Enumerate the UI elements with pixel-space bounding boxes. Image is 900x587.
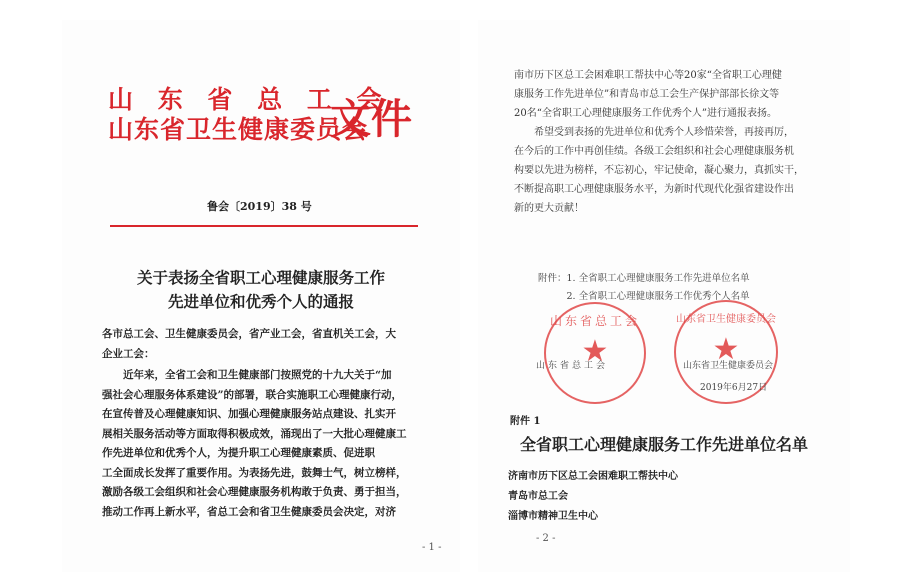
body-line: 构要以先进为榜样，不忘初心，牢记使命，凝心聚力，真抓实干， (514, 165, 804, 176)
annex-label: 附件 1 (510, 416, 541, 427)
issuer-name-line1: 山 东 省 总 工 会 (108, 85, 390, 114)
page-number: - 2 - (536, 533, 556, 544)
unit-item: 济南市历下区总工会困难职工帮扶中心 (508, 471, 678, 482)
body-line: 作先进单位和优秀个人，为提升职工心理健康素质、促进职 (102, 447, 375, 459)
body-line: 20名“全省职工心理健康服务工作优秀个人”进行通报表扬。 (514, 108, 777, 119)
body-line: 在宣传普及心理健康知识、加强心理健康服务站点建设、扎实开 (102, 408, 396, 420)
salutation (102, 325, 427, 364)
body-line: 展相关服务活动等方面取得积极成效，涌现出了一大批心理健康工 (102, 427, 407, 440)
page-two (478, 20, 850, 572)
official-seal-left (544, 302, 646, 404)
attachment-item: 2. 全省职工心理健康服务工作优秀个人名单 (566, 291, 750, 302)
signature-date: 2019年6月27日 (700, 383, 768, 393)
page-number: - 1 - (422, 542, 442, 553)
issuer-name-line2: 山东省卫生健康委员会 (108, 115, 369, 144)
body-line: 新的更大贡献！ (514, 203, 584, 214)
attachment-item: 附件：1. 全省职工心理健康服务工作先进单位名单 (538, 273, 750, 284)
star-icon: ★ (581, 334, 609, 369)
unit-list (508, 467, 678, 527)
signature-left: 山东省总工会 (536, 361, 609, 371)
body-line: 强社会心理服务体系建设”的部署，联合实施职工心理健康行动， (102, 388, 403, 401)
body-text (102, 366, 427, 522)
signature-right: 山东省卫生健康委员会 (683, 361, 774, 371)
annex-title: 全省职工心理健康服务工作先进单位名单 (519, 435, 808, 454)
unit-item: 青岛市总工会 (508, 491, 568, 502)
title-line2: 先进单位和优秀个人的通报 (167, 292, 354, 311)
body-line: 在今后的工作中再创佳绩。各级工会组织和社会心理健康服务机 (514, 146, 794, 157)
unit-item: 淄博市精神卫生中心 (508, 511, 598, 522)
page-one (62, 20, 460, 572)
body-line: 工全面成长发挥了重要作用。为表扬先进，鼓舞士气，树立榜样， (102, 466, 407, 479)
body-line: 南市历下区总工会困难职工帮扶中心等20家“全省职工心理健 (514, 70, 782, 81)
body-line: 近年来，全省工会和卫生健康部门按照党的十九大关于“加 (123, 369, 392, 381)
seal-text: 山东省总工会 (549, 314, 640, 328)
body-line: 康服务工作先进单位”和青岛市总工会生产保护部部长徐文等 (514, 89, 780, 100)
document-number: 鲁会〔2019〕38 号 (207, 200, 312, 213)
body-line: 不断提高职工心理健康服务水平，为新时代现代化强省建设作出 (514, 184, 794, 195)
star-icon: ★ (712, 332, 740, 367)
title-line1: 关于表扬全省职工心理健康服务工作 (136, 268, 385, 287)
salutation-line: 各市总工会、卫生健康委员会，省产业工会，省直机关工会，大 (102, 328, 396, 340)
body-line: 希望受到表扬的先进单位和优秀个人珍惜荣誉，再接再厉， (534, 127, 794, 138)
body-line: 激励各级工会组织和社会心理健康服务机构敢于负责、勇于担当， (102, 486, 407, 498)
body-line: 推动工作再上新水平，省总工会和省卫生健康委员会决定，对济 (102, 505, 396, 518)
body-text (514, 66, 824, 218)
seal-text: 山东省卫生健康委员会 (676, 314, 776, 325)
salutation-line: 企业工会： (102, 347, 155, 360)
red-divider (110, 225, 418, 227)
document-label: 文件 (330, 95, 412, 143)
